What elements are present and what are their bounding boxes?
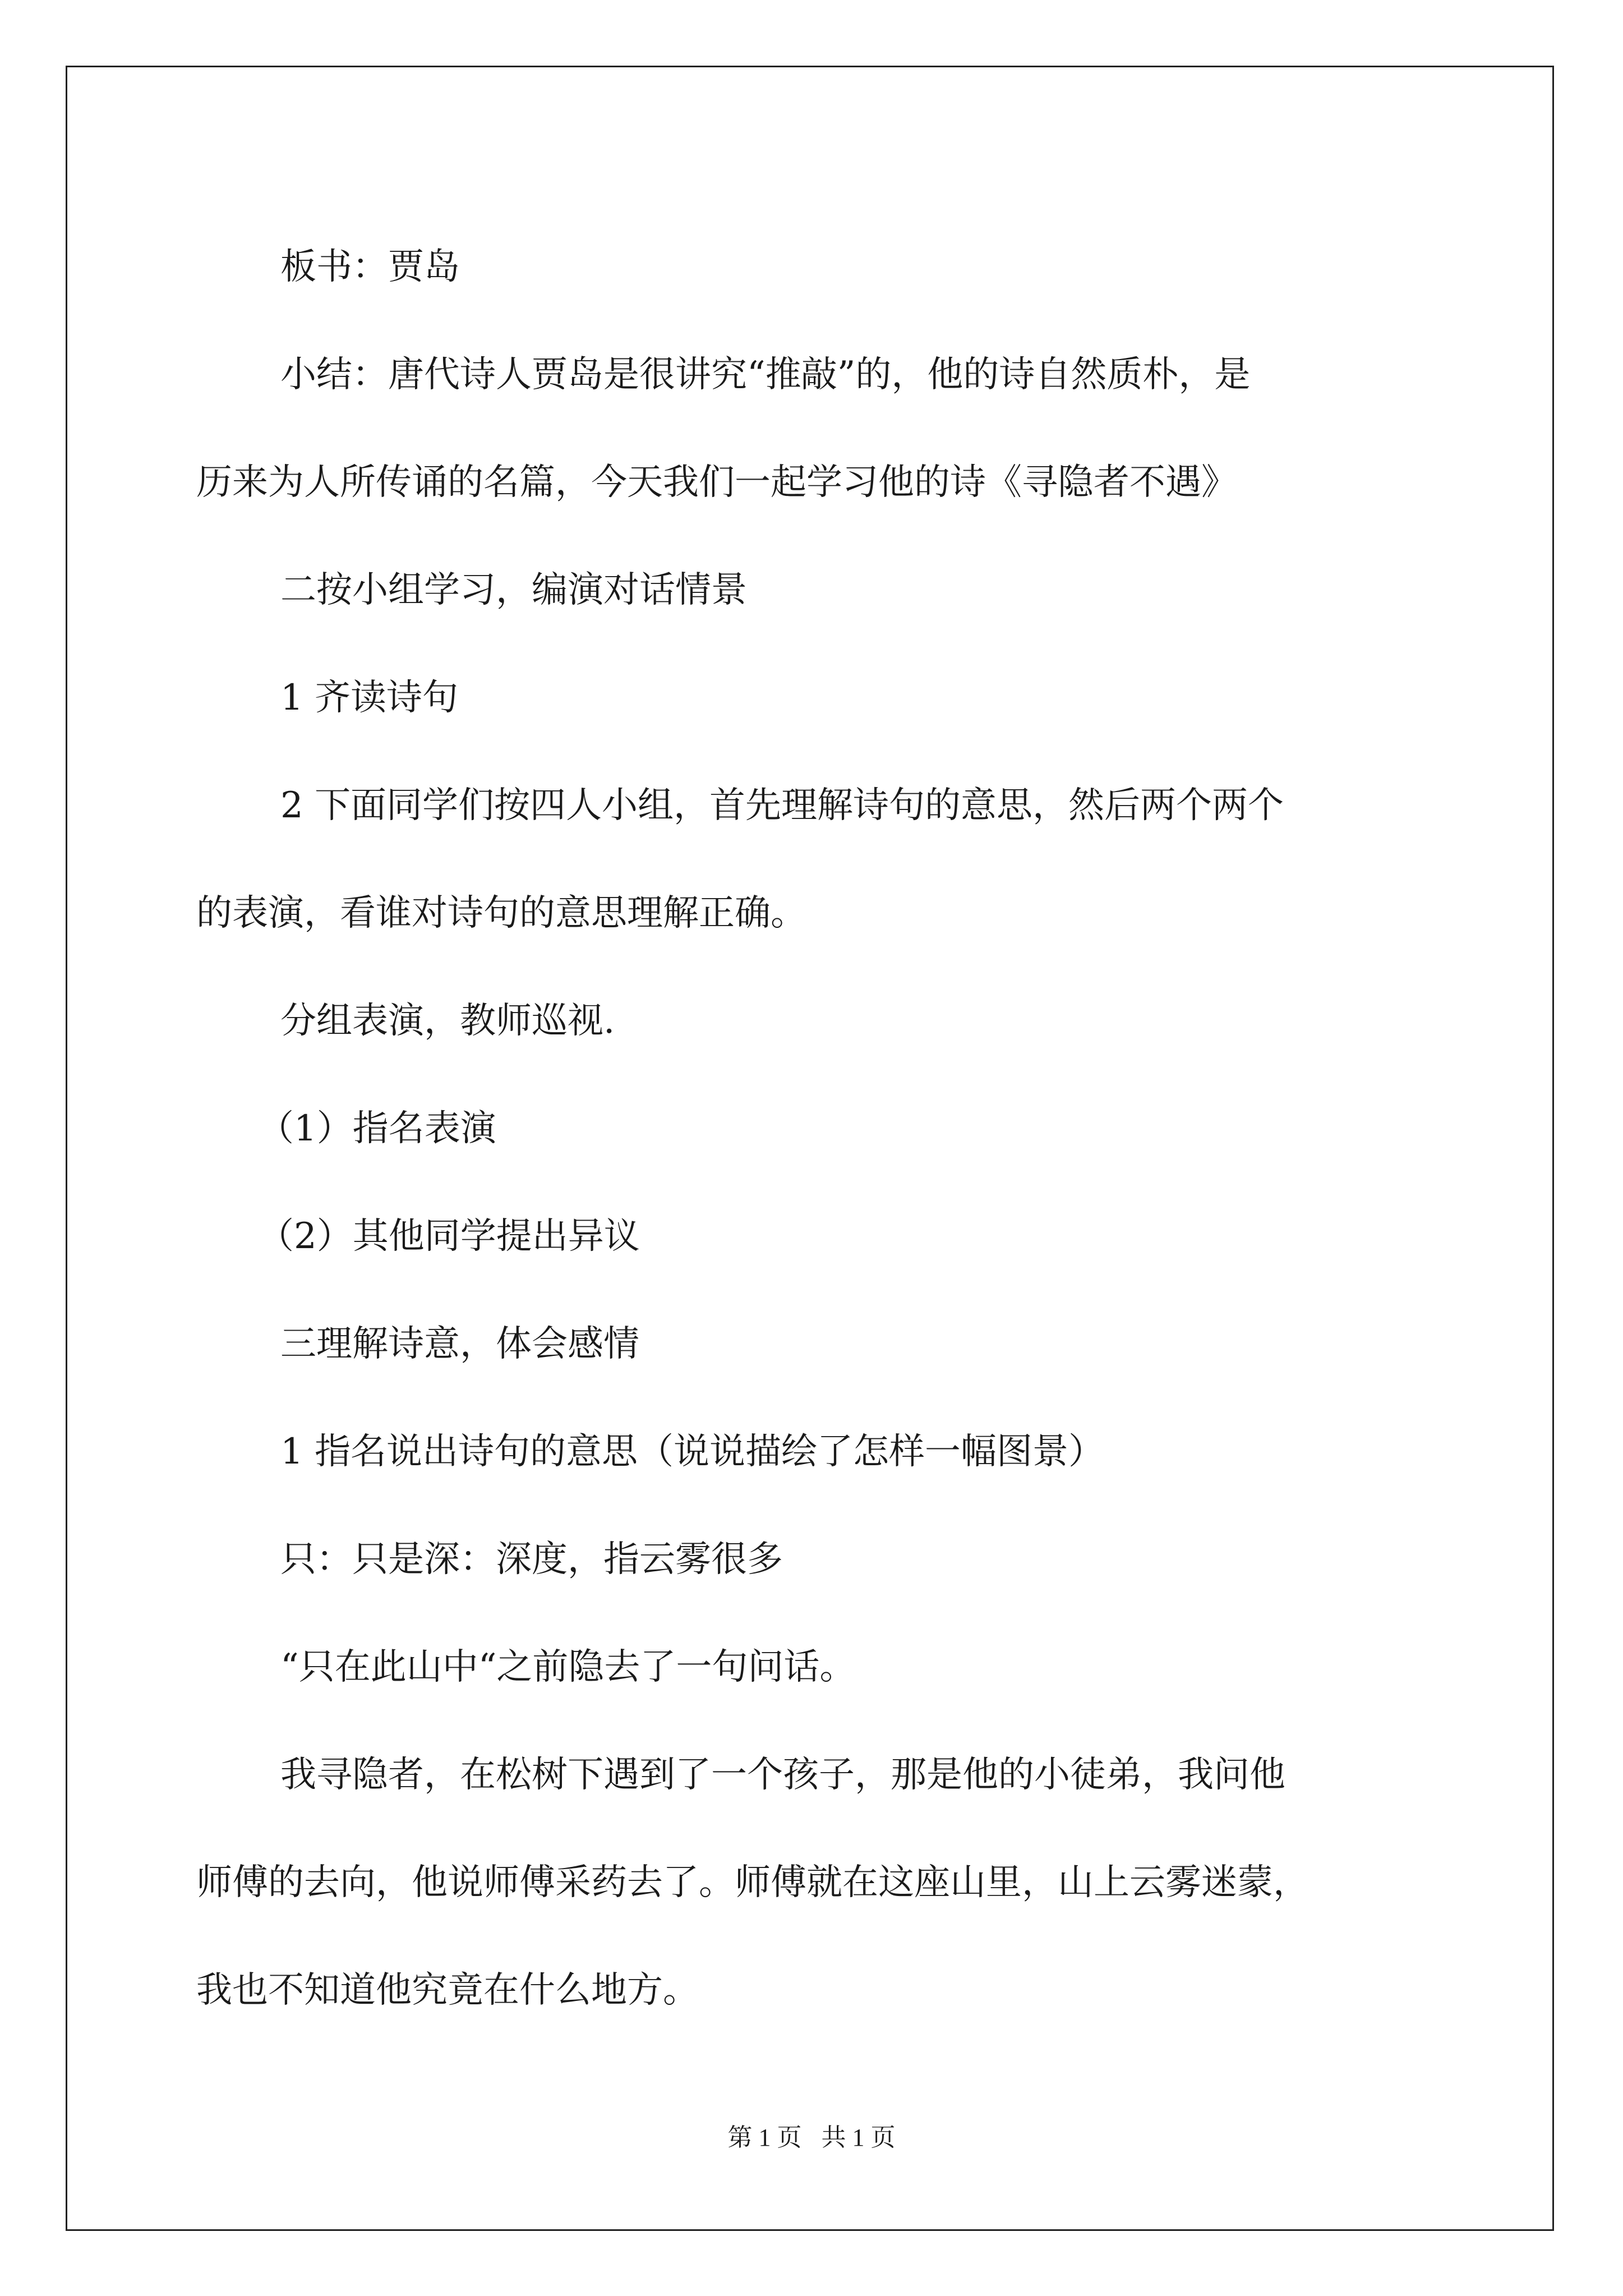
- step-3-1: 1 指名说出诗句的意思（说说描绘了怎样一幅图景）: [280, 1431, 1105, 1473]
- step-2-line-1: 2 下面同学们按四人小组，首先理解诗句的意思，然后两个两个: [280, 785, 1284, 826]
- section-three-heading: 三理解诗意，体会感情: [280, 1323, 639, 1365]
- page-number-total: 共 1 页: [821, 2124, 896, 2151]
- sub-item-1: （1）指名表演: [258, 1108, 496, 1149]
- step-2-line-2: 的表演，看谁对诗句的意思理解正确。: [196, 892, 806, 934]
- page-footer: [0, 2121, 1623, 2155]
- hidden-question-note: “只在此山中“之前隐去了一句问话。: [280, 1646, 856, 1688]
- board-writing-line: 板书：贾岛: [280, 246, 460, 288]
- group-performance: 分组表演，教师巡视.: [280, 1000, 615, 1042]
- paraphrase-line-2: 师傅的去向，他说师傅采药去了。师傅就在这座山里，山上云雾迷蒙，: [196, 1862, 1309, 1903]
- word-notes: 只：只是深：深度，指云雾很多: [280, 1539, 783, 1580]
- document-body: [196, 213, 1458, 2044]
- summary-line-1: 小结：唐代诗人贾岛是很讲究“推敲”的，他的诗自然质朴，是: [280, 354, 1251, 395]
- page-number-current: 第 1 页: [727, 2124, 802, 2151]
- paraphrase-line-1: 我寻隐者，在松树下遇到了一个孩子，那是他的小徒弟，我问他: [280, 1754, 1285, 1796]
- section-two-heading: 二按小组学习，编演对话情景: [280, 569, 747, 611]
- step-1: 1 齐读诗句: [280, 677, 459, 719]
- paraphrase-line-3: 我也不知道他究竟在什么地方。: [196, 1970, 699, 2011]
- summary-line-2: 历来为人所传诵的名篇，今天我们一起学习他的诗《寻隐者不遇》: [196, 462, 1237, 503]
- sub-item-2: （2）其他同学提出异议: [258, 1216, 640, 1257]
